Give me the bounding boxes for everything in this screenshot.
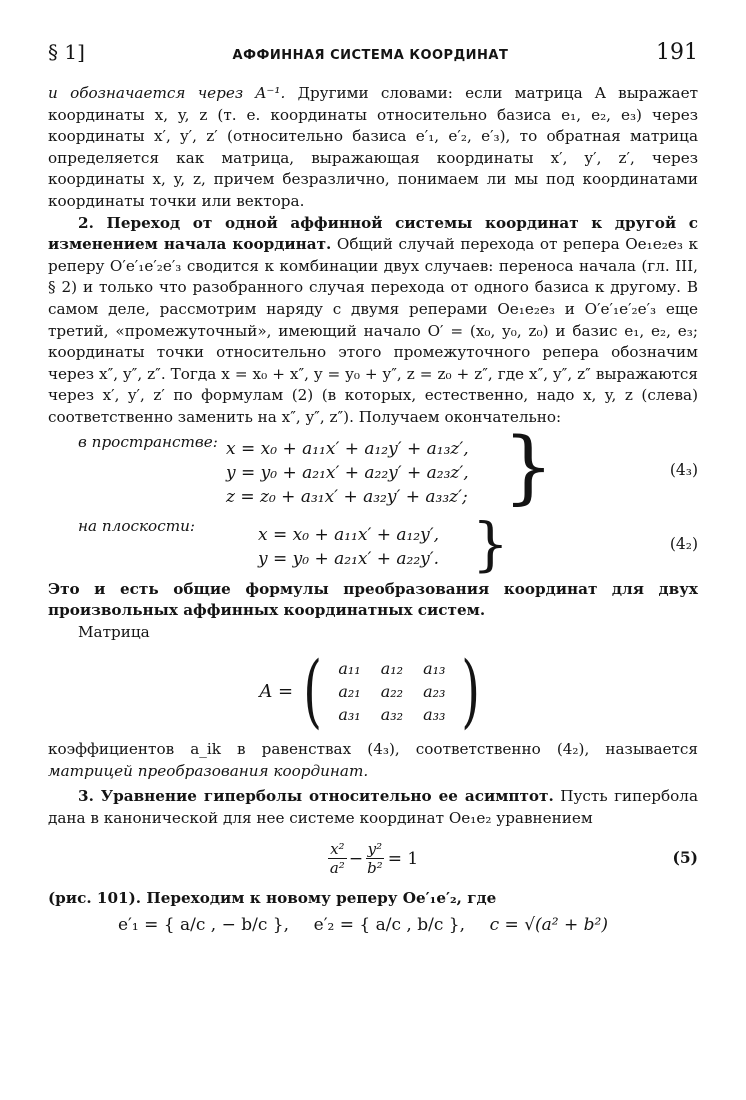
paragraph-general-formulas — [48, 579, 698, 622]
equation-5 — [48, 834, 698, 884]
matrix-cell: a₂₃ — [423, 681, 446, 701]
paragraph-origin-change — [48, 213, 698, 429]
paragraph-text: (рис. 101). Переходим к новому реперу Oe′₁e′₂, где — [48, 888, 497, 907]
paragraph-new-frame — [48, 888, 698, 910]
matrix-row — [328, 680, 455, 703]
basis-vectors — [48, 915, 698, 935]
left-paren: ( — [303, 644, 323, 738]
denominator: b² — [367, 859, 383, 878]
fraction-x — [328, 840, 347, 877]
right-paren: ) — [461, 644, 481, 738]
fraction-y — [365, 840, 385, 877]
running-title: АФФИННАЯ СИСТЕМА КООРДИНАТ — [232, 48, 509, 63]
matrix-cell: a₁₃ — [423, 658, 446, 678]
matrix-cell: a₁₁ — [338, 658, 361, 678]
paragraph-text: Пусть гипербола дана в канонической для нее системе координат Oe₁e₂ уравнением — [48, 787, 698, 828]
equation-line: y = y₀ + a₂₁x′ + a₂₂y′. — [258, 548, 440, 569]
paragraph-text: Другими словами: если матрица A выражает координаты x, y, z (т. е. координаты относительно базиса e₁, e₂, e₃) через координаты x′, y′, z′ (относительно базиса e′₁, e′₂, e′₃), то обратная матрица определяется как матрица, выражающая координаты x′, y′, z′, через координаты x, y, z, причем безразлично, понимаем ли мы под координатами координаты точки или вектора. — [48, 84, 698, 210]
matrix-row — [328, 703, 455, 726]
right-brace: } — [472, 509, 509, 578]
matrix-row — [328, 657, 455, 680]
equation-number: (4₂) — [669, 534, 698, 553]
paragraph-text: Это и есть общие формулы преобразования координат для двух произвольных аффинных координатных систем. — [48, 579, 698, 620]
matrix-table — [328, 657, 455, 726]
paragraph-text: Матрица — [78, 622, 150, 641]
vector-e1: e′₁ = { a/c , − b/c }, — [118, 915, 290, 936]
paragraph-coefficients — [48, 739, 698, 782]
equation-number: (4₃) — [669, 460, 698, 479]
paragraph-hyperbola — [48, 786, 698, 829]
matrix-cell: a₂₁ — [338, 681, 361, 701]
minus-sign: − — [348, 848, 364, 869]
page-header — [48, 40, 698, 65]
equation-number: (5) — [672, 847, 698, 867]
subsection-heading: 3. Уравнение гиперболы относительно ее асимптот. — [78, 787, 554, 806]
right-brace: } — [503, 419, 554, 513]
c-definition: c = √(a² + b²) — [489, 915, 608, 936]
numerator: x² — [330, 840, 345, 859]
matrix-cell: a₁₂ — [380, 658, 404, 678]
page-number: 191 — [655, 40, 698, 65]
equation-plane — [48, 509, 698, 578]
paragraph-text: Общий случай перехода от репера Oe₁e₂e₃ к реперу O′e′₁e′₂e′₃ сводится к комбинации двух случаев: переноса начала (гл. III, § 2) и только что разобранного случая перехода от одного базиса к другому. В самом деле, рассмотрим наряду с двумя реперами Oe₁e₂e₃ и O′e′₁e′₂e′₃ еще третий, «промежуточный», имеющий начало O′ = (x₀, y₀, z₀) и базис e₁, e₂, e₃; координаты точки относительно этого промежуточного репера обозначим через x″, y″, z″. Тогда x = x₀ + x″, y = y₀ + y″, z = z₀ + z″, где x″, y″, z″ выражаются через x′, y′, z′ по формулам (2) (в которых, естественно, надо x, y, z (слева) соответственно заменить на x″, y″, z″). Получаем окончательно: — [48, 235, 698, 426]
equation-line: x = x₀ + a₁₁x′ + a₁₂y′ + a₁₃z′, — [226, 438, 469, 459]
equation-line: z = z₀ + a₃₁x′ + a₃₂y′ + a₃₃z′; — [226, 486, 468, 507]
equation-line: y = y₀ + a₂₁x′ + a₂₂y′ + a₂₃z′, — [226, 462, 469, 483]
matrix-A — [48, 644, 698, 738]
matrix-cell: a₃₁ — [338, 704, 361, 724]
italic-term: матрицей преобразования координат. — [48, 761, 369, 780]
book-page — [48, 40, 698, 935]
matrix-cell: a₃₃ — [423, 704, 446, 724]
matrix-lhs: A = — [259, 680, 294, 702]
matrix-cell: a₂₂ — [380, 681, 404, 701]
denominator: a² — [329, 859, 345, 878]
italic-lead: и обозначается через A⁻¹. — [48, 84, 286, 102]
equation-label: в пространстве: — [78, 432, 218, 451]
equation-line: x = x₀ + a₁₁x′ + a₁₂y′, — [258, 524, 439, 545]
matrix-cell: a₃₂ — [380, 704, 404, 724]
section-marker: § 1] — [48, 40, 85, 64]
equation-lines — [226, 437, 469, 509]
paragraph-text: коэффициентов a_ik в равенствах (4₃), соответственно (4₂), называется — [48, 740, 698, 759]
equation-space — [48, 419, 698, 513]
equation-lines — [258, 523, 439, 571]
equation-rhs: = 1 — [387, 848, 419, 869]
subsection-heading: 2. Переход от одной аффинной системы координат к другой с изменением начала координат. — [48, 213, 698, 254]
equation-label: на плоскости: — [78, 516, 196, 535]
numerator: y² — [367, 840, 383, 859]
paragraph-matrix-intro — [48, 622, 698, 644]
paragraph-inverse-matrix — [48, 83, 698, 213]
vector-e2: e′₂ = { a/c , b/c }, — [313, 915, 465, 936]
